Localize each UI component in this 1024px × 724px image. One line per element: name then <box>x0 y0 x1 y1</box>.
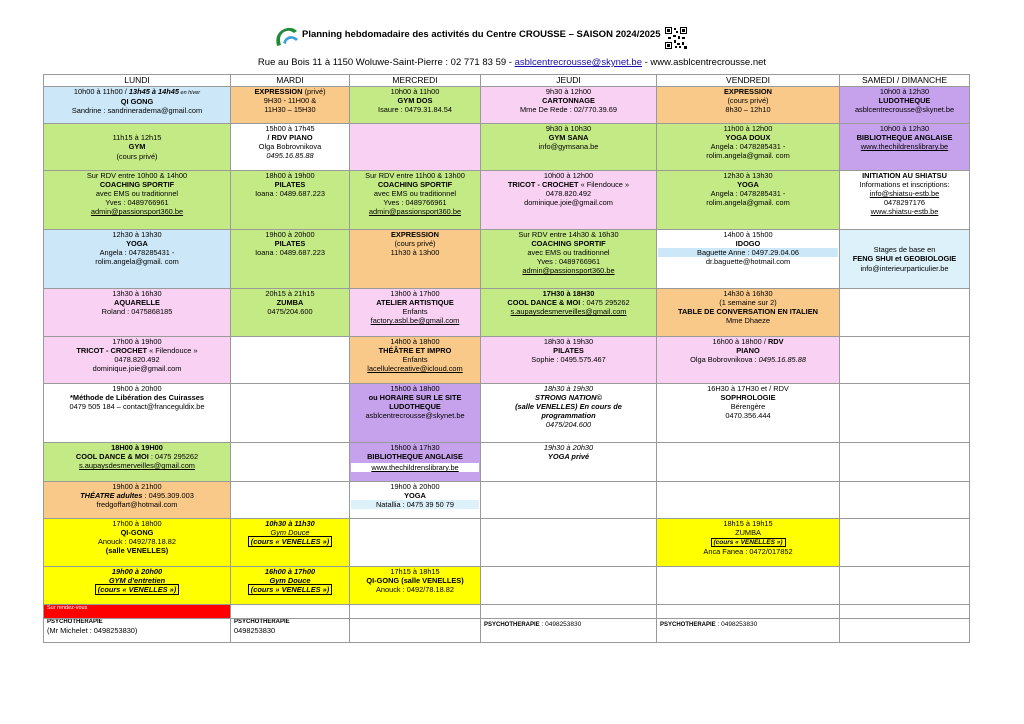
activity-contact: Yves : 0489766961 <box>105 198 169 208</box>
activity-time: 18h00 à 19h00 <box>265 171 315 180</box>
activity-title: GYM SANA <box>548 133 589 143</box>
schedule-row <box>44 124 970 171</box>
activity-desc: Enfants <box>402 307 428 317</box>
empty-cell <box>481 605 657 619</box>
activity-qigong-venelles-mercredi <box>350 567 481 605</box>
activity-gym-lundi <box>44 124 231 171</box>
activity-cooldance-lundi <box>44 443 231 482</box>
activity-desc: (salle VENELLES) En cours de <box>515 402 622 412</box>
activity-contact: Angela : 0478285431 - <box>710 189 786 199</box>
activity-title: PSYCHOTHERAPIE <box>234 619 290 625</box>
activity-contact: 0498253830 <box>234 626 276 636</box>
empty-cell <box>481 519 657 567</box>
time-winter: 13h45 à 14h45 <box>128 87 179 96</box>
time-text: 10h00 à 11h00 / <box>73 87 129 96</box>
activity-contact: Sandrine : sandrinerad​ema@gmail.com <box>71 105 203 115</box>
empty-cell <box>231 605 350 619</box>
empty-cell <box>231 443 350 482</box>
activity-email: rolim.angela@gmail. com <box>95 257 179 267</box>
activity-title: THÉÂTRE ET IMPRO <box>378 346 452 356</box>
weekly-schedule-table <box>43 74 970 643</box>
activity-phone: 0470.356.444 <box>725 411 771 421</box>
activity-time: 10h00 à 12h00 <box>543 171 594 180</box>
activity-contact: asblcentrecrousse@skynet.be <box>365 411 465 421</box>
activity-website-link[interactable]: www.shiatsu-estb.be <box>870 207 939 217</box>
activity-title: SOPHROLOGIE <box>720 393 776 403</box>
empty-cell <box>840 619 970 643</box>
schedule-row <box>44 384 970 443</box>
activity-desc: avec EMS ou traditionnel <box>373 189 457 199</box>
activity-expression-mardi <box>231 87 350 124</box>
activity-contact: Ioana : 0489.687.223 <box>255 189 325 199</box>
activity-title: YOGA <box>737 180 759 190</box>
activity-note: (cours privé) <box>727 96 769 106</box>
activity-contact: Bérengère <box>730 402 766 412</box>
activity-pilates-mardi-2 <box>231 230 350 289</box>
activity-time: 15h00 à 18h00 <box>390 384 440 393</box>
activity-title: COOL DANCE & MOI <box>507 298 581 308</box>
activity-desc: Informations et inscriptions: <box>859 180 950 190</box>
activity-sophrologie-vendredi <box>657 384 840 443</box>
empty-cell <box>657 567 840 605</box>
activity-time: 10h00 à 12h30 <box>879 124 930 133</box>
activity-room-badge: (cours « VENELLES ») <box>248 536 332 547</box>
activity-title: PSYCHOTHERAPIE <box>484 622 540 628</box>
page-title: Planning hebdomadaire des activités du Centre CROUSSE – SAISON 2024/2025 <box>302 29 661 40</box>
activity-time: 17h00 à 19h00 <box>112 337 162 346</box>
activity-phone: 0478.820.492 <box>114 355 160 365</box>
rdv-text: Sur rendez-vous <box>47 605 88 611</box>
activity-title: COACHING SPORTIF <box>531 239 606 249</box>
activity-title: BIBLIOTHEQUE ANGLAISE <box>367 452 463 462</box>
activity-idogo-vendredi <box>657 230 840 289</box>
empty-cell <box>840 337 970 384</box>
activity-time: 8h30 – 12h10 <box>725 105 771 115</box>
activity-time: 16H30 à 17H30 et / RDV <box>707 384 789 393</box>
activity-phone: : 0475 295262 <box>148 452 199 462</box>
activity-contact: asblcentrecrousse@skynet.be <box>854 105 955 115</box>
activity-time: 19h00 à 20h00 <box>390 482 440 491</box>
activity-email: rolim.angela@gmail. com <box>706 198 790 208</box>
activity-contact: Olga Bobrovnikova <box>258 142 322 152</box>
activity-note: (privé) <box>302 87 326 96</box>
activity-theatre-lundi <box>44 482 231 519</box>
activity-contact: Anouck : 0492/78.18.82 <box>97 537 177 547</box>
activity-time: 16h00 à 17h00 <box>264 567 316 576</box>
activity-email-link[interactable]: lacellulecreative@icloud.com <box>367 364 463 374</box>
activity-title: YOGA privé <box>547 452 590 462</box>
activity-subtitle: « Filendouce » <box>578 180 630 190</box>
activity-contact: 0475/204.600 <box>267 307 313 317</box>
activity-phone: 0495.16.85.88 <box>758 355 806 365</box>
activity-time: 13h30 à 16h30 <box>112 289 162 298</box>
activity-desc: avec EMS ou traditionnel <box>527 248 610 258</box>
activity-title: QI GONG <box>120 96 154 106</box>
activity-contact: Mme Dhaeze <box>726 316 770 326</box>
activity-title: THÉATRE adultes <box>80 491 143 501</box>
activity-title: COACHING SPORTIF <box>99 180 175 190</box>
activity-psychotherapie-jeudi <box>481 619 657 643</box>
activity-bibliotheque-mercredi <box>350 443 481 482</box>
activity-website-link[interactable]: www.thechildrenslibrary.be <box>860 142 949 152</box>
empty-cell <box>350 519 481 567</box>
activity-time: 9h30 à 12h00 <box>545 87 592 96</box>
empty-cell <box>350 124 481 171</box>
activity-piano-mardi <box>231 124 350 171</box>
activity-time: 18h15 à 19h15 <box>723 519 773 528</box>
activity-gymentretien-lundi <box>44 567 231 605</box>
activity-time: 11h15 à 12h15 <box>112 133 162 143</box>
activity-yoga-mercredi <box>350 482 481 519</box>
activity-time: 14h00 à 18h00 <box>390 337 440 346</box>
activity-contact: (Mr Michelet : 0498253830) <box>47 626 138 636</box>
rdv-banner <box>44 605 231 619</box>
activity-gymsana-jeudi <box>481 124 657 171</box>
activity-cartonnage-jeudi <box>481 87 657 124</box>
activity-title: YOGA <box>404 491 426 501</box>
activity-contact: Angela : 0478285431 - <box>99 248 175 258</box>
activity-title: COOL DANCE & MOI <box>75 452 149 462</box>
activity-time: Sur RDV entre 10h00 & 14h00 <box>86 171 188 180</box>
schedule-row <box>44 482 970 519</box>
activity-title: LUDOTHEQUE <box>878 96 931 106</box>
day-header-vendredi: VENDREDI <box>657 75 840 87</box>
activity-title: TABLE DE CONVERSATION EN ITALIEN <box>677 307 818 317</box>
activity-title: AQUARELLE <box>114 298 160 308</box>
day-header-row <box>44 75 970 87</box>
activity-aquarelle-lundi <box>44 289 231 337</box>
activity-time: 20h15 à 21h15 <box>265 289 315 298</box>
activity-coaching-lundi <box>44 171 231 230</box>
activity-time: 10h30 à 11h30 <box>265 519 315 528</box>
activity-cuirasses-lundi <box>44 384 231 443</box>
activity-time: 15h00 à 17h45 <box>265 124 315 133</box>
activity-title: COACHING SPORTIF <box>377 180 453 190</box>
activity-title: FENG SHUI et GEOBIOLOGIE <box>852 254 957 264</box>
activity-email-link[interactable]: factory.asbl.be@gmail.com <box>370 316 460 326</box>
activity-theatre-mercredi <box>350 337 481 384</box>
activity-title: PILATES <box>274 239 306 249</box>
activity-yogadoux-vendredi <box>657 124 840 171</box>
activity-time: 19h00 à 20h00 <box>112 384 162 393</box>
empty-cell <box>840 605 970 619</box>
activity-time-2: 11H30 – 15H30 <box>264 105 316 115</box>
empty-cell <box>350 605 481 619</box>
activity-qigong-venelles-lundi <box>44 519 231 567</box>
activity-rdv: RDV <box>767 337 784 346</box>
activity-email: rolim.angela@gmail. com <box>706 151 790 161</box>
activity-title: ZUMBA <box>735 528 761 538</box>
activity-email-link[interactable]: s.aupaysdesmerveilles@gmail.com <box>79 461 195 471</box>
activity-time: 11h00 à 12h00 <box>723 124 773 133</box>
address-website: - www.asblcentrecrousse.net <box>641 57 767 68</box>
empty-cell <box>840 482 970 519</box>
activity-phone: 0495.16.85.88 <box>266 151 314 161</box>
activity-expression-vendredi <box>657 87 840 124</box>
activity-subtitle: « Filendouce » <box>147 346 198 356</box>
empty-cell <box>231 482 350 519</box>
activity-phone: 0478.820.492 <box>545 189 592 199</box>
activity-title: PILATES <box>274 180 306 190</box>
activity-title: ATELIER ARTISTIQUE <box>376 298 454 308</box>
empty-cell <box>231 384 350 443</box>
activity-title: EXPRESSION <box>390 230 440 239</box>
activity-title: EXPRESSION <box>723 87 773 96</box>
activity-yoga-vendredi <box>657 171 840 230</box>
activity-expression-mercredi <box>350 230 481 289</box>
activity-contact: info@gymsana.be <box>538 142 599 152</box>
activity-time: 15h00 à 17h30 <box>390 443 440 452</box>
activity-time: 12h30 à 13h30 <box>112 230 162 239</box>
activity-title: / RDV PIANO <box>267 133 313 143</box>
activity-atelier-mercredi <box>350 289 481 337</box>
activity-desc-2: programmation <box>541 411 596 421</box>
schedule-row <box>44 619 970 643</box>
activity-qigong-lundi <box>44 87 231 124</box>
activity-time: 11h30 à 13h00 <box>390 248 440 258</box>
empty-cell <box>481 482 657 519</box>
activity-contact: Sophie : 0495.575.467 <box>531 355 606 365</box>
activity-contact: Yves : 0489766961 <box>383 198 447 208</box>
activity-coaching-mercredi <box>350 171 481 230</box>
day-header-mercredi: MERCREDI <box>350 75 481 87</box>
activity-gymdouce-mardi <box>231 519 350 567</box>
schedule-row <box>44 289 970 337</box>
activity-zumba-mardi <box>231 289 350 337</box>
activity-contact: Anca Fanea : 0472/017852 <box>703 546 793 556</box>
activity-time: 14h00 à 15h00 <box>723 230 773 239</box>
activity-contact: Yves : 0489766961 <box>536 257 601 267</box>
activity-ludotheque-mercredi <box>350 384 481 443</box>
activity-website-link[interactable]: www.thechildrenslibrary.be <box>351 463 479 472</box>
activity-time: 18h30 à 19h30 <box>543 337 594 346</box>
empty-cell <box>350 619 481 643</box>
activity-title-2: LUDOTHEQUE <box>389 402 441 412</box>
activity-contact: : 0498253830 <box>715 621 758 628</box>
activity-email-link[interactable]: s.aupaysdesmerveilles@gmail.com <box>510 307 627 317</box>
activity-time: 12h30 à 13h30 <box>723 171 773 180</box>
activity-piano-vendredi <box>657 337 840 384</box>
activity-title: INITIATION AU SHIATSU <box>862 171 947 180</box>
activity-contact: Roland : 0475868185 <box>101 307 173 317</box>
activity-time: 16h00 à 18h00 / <box>712 337 768 346</box>
schedule-row <box>44 230 970 289</box>
activity-title: QI-GONG <box>120 528 154 538</box>
activity-gymdos-mercredi <box>350 87 481 124</box>
activity-email: dominique.joie@gmail.com <box>524 198 613 208</box>
crousse-logo-icon <box>274 26 300 48</box>
activity-contact: : 0498253830 <box>539 621 582 628</box>
activity-email: dominique.joie@gmail.com <box>92 364 182 374</box>
activity-title: *Méthode de Libération des Cuirasses <box>70 393 204 403</box>
qr-code-icon <box>664 26 688 50</box>
activity-title: PIANO <box>736 346 760 356</box>
activity-psychotherapie-lundi <box>44 619 231 643</box>
schedule-row <box>44 87 970 124</box>
activity-title: GYM <box>128 142 146 152</box>
activity-time: Sur RDV entre 11h00 & 13h00 <box>365 171 465 180</box>
activity-yoga-lundi <box>44 230 231 289</box>
day-header-lundi: LUNDI <box>44 75 231 87</box>
activity-room-badge: (cours « VENELLES ») <box>95 584 179 595</box>
activity-phone: 0475/204.600 <box>545 420 592 430</box>
activity-room-badge: (cours » VENELLES ») <box>248 584 332 595</box>
activity-ludotheque-samedi <box>840 87 970 124</box>
activity-pilates-mardi <box>231 171 350 230</box>
activity-zumba-vendredi <box>657 519 840 567</box>
page-header <box>0 22 1024 72</box>
activity-title: ou HORAIRE SUR LE SITE <box>368 393 462 403</box>
activity-strongnation-jeudi <box>481 384 657 443</box>
activity-time: 19h00 à 21h00 <box>112 482 162 491</box>
activity-title: YOGA DOUX <box>725 133 771 143</box>
activity-title: GYM DOS <box>397 96 433 106</box>
empty-cell <box>840 443 970 482</box>
activity-title: YOGA <box>126 239 148 249</box>
empty-cell <box>657 605 840 619</box>
schedule-row <box>44 337 970 384</box>
activity-title: GYM d'entretien <box>108 576 166 586</box>
activity-time: 10h00 à 12h30 <box>879 87 930 96</box>
activity-psychotherapie-mardi <box>231 619 350 643</box>
address-line <box>0 57 1024 68</box>
activity-contact: Olga Bobrovnikova : <box>690 355 759 365</box>
activity-coaching-jeudi <box>481 230 657 289</box>
activity-email-link[interactable]: admin@passionsport360.be <box>90 207 184 217</box>
activity-note: (cours privé) <box>116 151 158 161</box>
empty-cell <box>481 567 657 605</box>
schedule-row <box>44 519 970 567</box>
activity-contact: Isaure : 0479.31.84.54 <box>378 105 452 115</box>
address-text: Rue au Bois 11 à 1150 Woluwe-Saint-Pierre : 02 771 83 59 - <box>257 57 515 68</box>
day-header-jeudi: JEUDI <box>481 75 657 87</box>
activity-desc: avec EMS ou traditionnel <box>95 189 179 199</box>
activity-psychotherapie-vendredi <box>657 619 840 643</box>
time-note: en hiver <box>178 90 201 96</box>
schedule-row <box>44 171 970 230</box>
activity-title: QI-GONG (salle VENELLES) <box>366 576 464 586</box>
activity-time: 10h00 à 11h00 <box>390 87 440 96</box>
activity-phone: : 0495.309.003 <box>142 491 194 501</box>
activity-title: ZUMBA <box>276 298 304 308</box>
address-email-link[interactable]: asblcentrecrousse@skynet.be <box>514 57 642 68</box>
day-header-mardi: MARDI <box>231 75 350 87</box>
activity-title: Gym Douce <box>269 576 311 586</box>
activity-pilates-jeudi <box>481 337 657 384</box>
activity-title: Gym Douce <box>270 528 310 538</box>
activity-time: Sur RDV entre 14h30 & 16h30 <box>518 230 619 239</box>
activity-email-link[interactable]: admin@passionsport360.be <box>522 266 615 276</box>
activity-phone: : 0475 295262 <box>580 298 630 308</box>
activity-desc: Enfants <box>402 355 428 365</box>
activity-time: 17h00 à 18h00 <box>112 519 162 528</box>
activity-desc: Stages de base en <box>873 245 936 255</box>
empty-cell <box>840 567 970 605</box>
activity-title: TRICOT - CROCHET <box>507 180 579 190</box>
activity-contact: 0479 505 184 – contact@franceguldix.be <box>69 402 205 412</box>
activity-shiatsu-samedi <box>840 171 970 230</box>
activity-cooldance-jeudi <box>481 289 657 337</box>
activity-contact: Natallia : 0475 39 50 79 <box>351 500 479 509</box>
activity-contact: Baguette Anne : 0497.29.04.06 <box>658 248 838 257</box>
activity-time: 9H30 - 11H00 & <box>263 96 317 106</box>
activity-time: 19h00 à 20h00 <box>111 567 163 576</box>
activity-email-link[interactable]: admin@passionsport360.be <box>368 207 462 217</box>
activity-time: 9h30 à 10h30 <box>545 124 592 133</box>
activity-note: (1 semaine sur 2) <box>719 298 777 308</box>
activity-tricot-jeudi <box>481 171 657 230</box>
activity-time: 14h30 à 16h30 <box>723 289 773 298</box>
activity-title: CARTONNAGE <box>542 96 595 106</box>
activity-contact: Angela : 0478285431 - <box>710 142 786 152</box>
schedule-row <box>44 567 970 605</box>
activity-title: TRICOT - CROCHET <box>76 346 148 356</box>
activity-italien-vendredi <box>657 289 840 337</box>
day-header-samedi-dimanche: SAMEDI / DIMANCHE <box>840 75 970 87</box>
activity-email-link[interactable]: info@shiatsu-estb.be <box>869 189 940 199</box>
activity-title: STRONG NATION© <box>535 393 602 403</box>
activity-room: (salle VENELLES) <box>105 546 169 556</box>
activity-fengshui-samedi <box>840 230 970 289</box>
activity-contact: Mme De Rede : 02/770.39.69 <box>520 105 617 115</box>
empty-cell <box>231 337 350 384</box>
empty-cell <box>840 519 970 567</box>
activity-time <box>45 87 229 97</box>
activity-yogaprive-jeudi <box>481 443 657 482</box>
activity-title: PSYCHOTHERAPIE <box>660 622 716 628</box>
activity-email: dr.baguette@hotmail.com <box>705 257 791 267</box>
empty-cell <box>657 482 840 519</box>
activity-title: IDOGO <box>735 239 761 249</box>
activity-email: fredgoffart@hotmail.com <box>96 500 178 510</box>
activity-time: 19h30 à 20h30 <box>543 443 594 452</box>
activity-title: BIBLIOTHEQUE ANGLAISE <box>856 133 953 143</box>
activity-time: 18H00 à 19H00 <box>111 443 163 452</box>
activity-tricot-lundi <box>44 337 231 384</box>
activity-bibliotheque-samedi <box>840 124 970 171</box>
empty-cell <box>657 443 840 482</box>
activity-time: 19h00 à 20h00 <box>265 230 315 239</box>
activity-title: EXPRESSION <box>254 87 303 96</box>
activity-email: info@interieurparticulier.be <box>860 263 949 273</box>
activity-note: (cours privé) <box>394 239 436 249</box>
activity-contact: Anouck : 0492/78.18.82 <box>375 585 455 595</box>
activity-time: 13h00 à 17h00 <box>390 289 440 298</box>
activity-time: 17H30 à 18H30 <box>542 289 595 298</box>
activity-time: 18h30 à 19h30 <box>543 384 594 393</box>
schedule-row <box>44 443 970 482</box>
activity-room-badge: (cours « VENELLES ») <box>711 538 786 547</box>
empty-cell <box>840 384 970 443</box>
activity-time: 17h15 à 18h15 <box>390 567 440 576</box>
activity-contact: Ioana : 0489.687.223 <box>255 248 325 258</box>
schedule-row <box>44 605 970 619</box>
activity-phone: 0478297176 <box>883 198 926 208</box>
activity-title: PSYCHOTHERAPIE <box>47 619 103 625</box>
empty-cell <box>840 289 970 337</box>
activity-gymdouce-mardi-2 <box>231 567 350 605</box>
activity-title: PILATES <box>553 346 584 356</box>
